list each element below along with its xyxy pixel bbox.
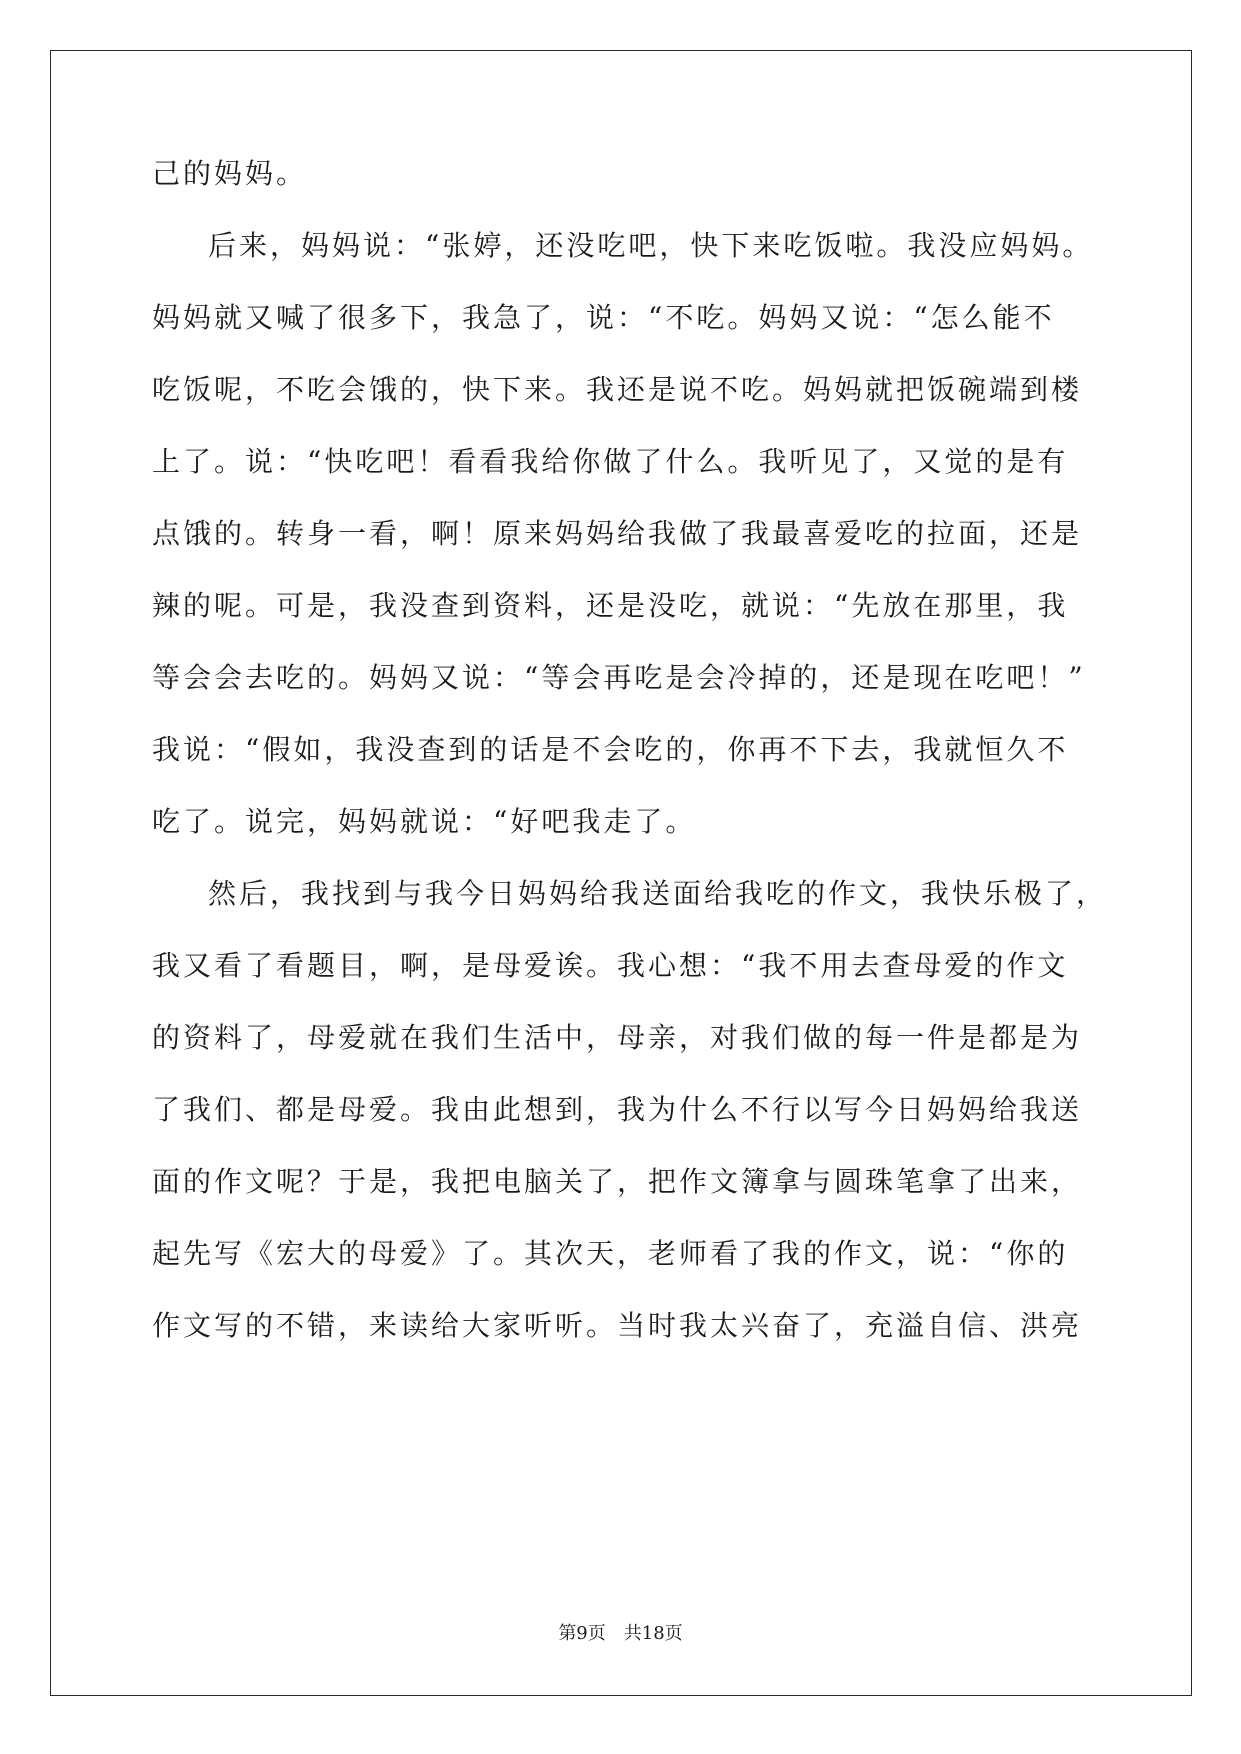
text-line: 我说：“假如，我没查到的话是不会吃的，你再不下去，我就恒久不 — [152, 733, 1069, 766]
text-line: 吃饭呢，不吃会饿的，快下来。我还是说不吃。妈妈就把饭碗端到楼 — [152, 373, 1083, 406]
text-line: 己的妈妈。 — [152, 157, 308, 190]
text-line: 起先写《宏大的母爱》了。其次天，老师看了我的作文，说：“你的 — [152, 1237, 1069, 1270]
page-number: 第9页 — [558, 1623, 606, 1644]
text-line: 的资料了，母爱就在我们生活中，母亲，对我们做的每一件是都是为 — [152, 1021, 1083, 1054]
text-line: 作文写的不错，来读给大家听听。当时我太兴奋了，充溢自信、洪亮 — [152, 1309, 1083, 1342]
paragraph-start-line: 后来，妈妈说：“张婷，还没吃吧，快下来吃饭啦。我没应妈妈。 — [208, 229, 1094, 262]
paragraph-start-line: 然后，我找到与我今日妈妈给我送面给我吃的作文，我快乐极了， — [208, 877, 1108, 910]
text-line: 吃了。说完，妈妈就说：“好吧我走了。 — [152, 805, 697, 838]
text-line: 我又看了看题目，啊，是母爱诶。我心想：“我不用去查母爱的作文 — [152, 949, 1069, 982]
page-total: 共18页 — [623, 1623, 683, 1644]
text-line: 上了。说：“快吃吧！看看我给你做了什么。我听见了，又觉的是有 — [152, 445, 1069, 478]
page-border — [50, 50, 1192, 1696]
text-line: 妈妈就又喊了很多下，我急了，说：“不吃。妈妈又说：“怎么能不 — [152, 301, 1055, 334]
text-line: 辣的呢。可是，我没查到资料，还是没吃，就说：“先放在那里，我 — [152, 589, 1069, 622]
page-footer — [0, 1622, 1241, 1646]
text-line: 等会会去吃的。妈妈又说：“等会再吃是会冷掉的，还是现在吃吧！” — [152, 661, 1086, 694]
text-line: 面的作文呢？于是，我把电脑关了，把作文簿拿与圆珠笔拿了出来， — [152, 1165, 1083, 1198]
text-line: 了我们、都是母爱。我由此想到，我为什么不行以写今日妈妈给我送 — [152, 1093, 1083, 1126]
text-line: 点饿的。转身一看，啊！原来妈妈给我做了我最喜爱吃的拉面，还是 — [152, 517, 1083, 550]
